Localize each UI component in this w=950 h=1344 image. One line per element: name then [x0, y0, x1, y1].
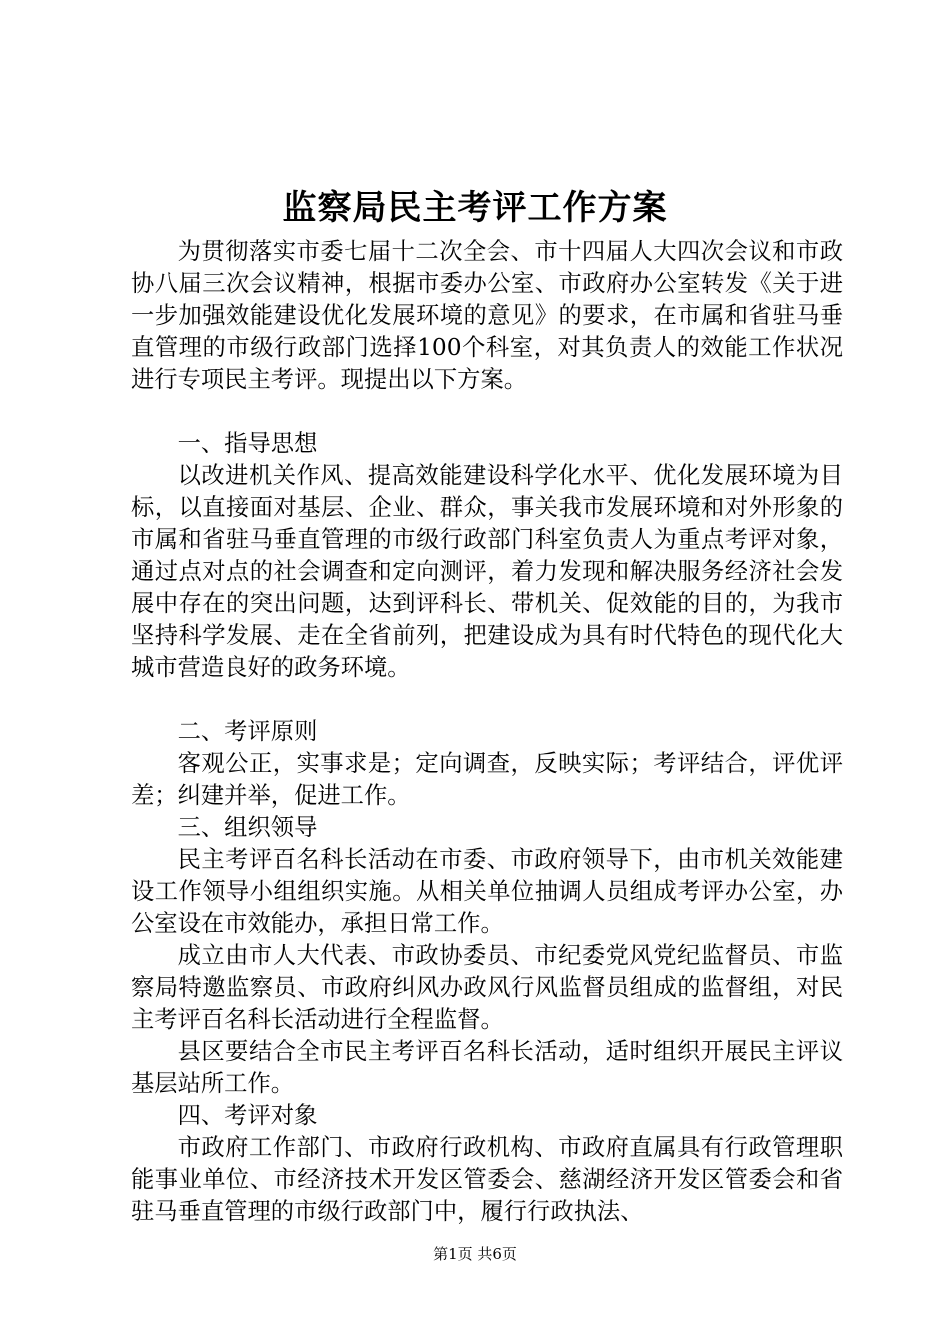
- section-heading-organization: 三、组织领导: [177, 814, 318, 841]
- section-paragraph-organization-1: 民主考评百名科长活动在市委、市政府领导下，由市机关效能建设工作领导小组组织实施。从相关单位抽调人员组成考评办公室，办公室设在市效能办，承担日常工作。: [131, 846, 843, 937]
- document-page: [131, 0, 843, 1344]
- section-paragraph-targets: 市政府工作部门、市政府行政机构、市政府直属具有行政管理职能事业单位、市经济技术开发区管委会、慈湖经济开发区管委会和省驻马垂直管理的市级行政部门中，履行行政执法、: [131, 1134, 843, 1225]
- section-paragraph-organization-3: 县区要结合全市民主考评百名科长活动，适时组织开展民主评议基层站所工作。: [131, 1038, 843, 1097]
- intro-paragraph: 为贯彻落实市委七届十二次全会、市十四届人大四次会议和市政协八届三次会议精神，根据市委办公室、市政府办公室转发《关于进一步加强效能建设优化发展环境的意见》的要求，在市属和省驻马垂直管理的市级行政部门选择100个科室，对其负责人的效能工作状况进行专项民主考评。现提出以下方案。: [131, 238, 843, 393]
- section-paragraph-guiding-thought: 以改进机关作风、提高效能建设科学化水平、优化发展环境为目标，以直接面对基层、企业、群众，事关我市发展环境和对外形象的市属和省驻马垂直管理的市级行政部门科室负责人为重点考评对象，通过点对点的社会调查和定向测评，着力发现和解决服务经济社会发展中存在的突出问题，达到评科长、带机关、促效能的目的，为我市坚持科学发展、走在全省前列，把建设成为具有时代特色的现代化大城市营造良好的政务环境。: [131, 462, 843, 681]
- document-body: [131, 236, 843, 1228]
- document-title: 监察局民主考评工作方案: [282, 188, 668, 228]
- page-footer: 第1页 共6页: [433, 1245, 517, 1263]
- section-heading-principles: 二、考评原则: [177, 718, 318, 745]
- section-heading-guiding-thought: 一、指导思想: [177, 430, 318, 457]
- section-paragraph-organization-2: 成立由市人大代表、市政协委员、市纪委党风党纪监督员、市监察局特邀监察员、市政府纠风办政风行风监督员组成的监督组，对民主考评百名科长活动进行全程监督。: [131, 942, 843, 1033]
- section-heading-targets: 四、考评对象: [177, 1102, 318, 1129]
- section-paragraph-principles: 客观公正，实事求是；定向调查，反映实际；考评结合，评优评差；纠建并举，促进工作。: [131, 750, 843, 809]
